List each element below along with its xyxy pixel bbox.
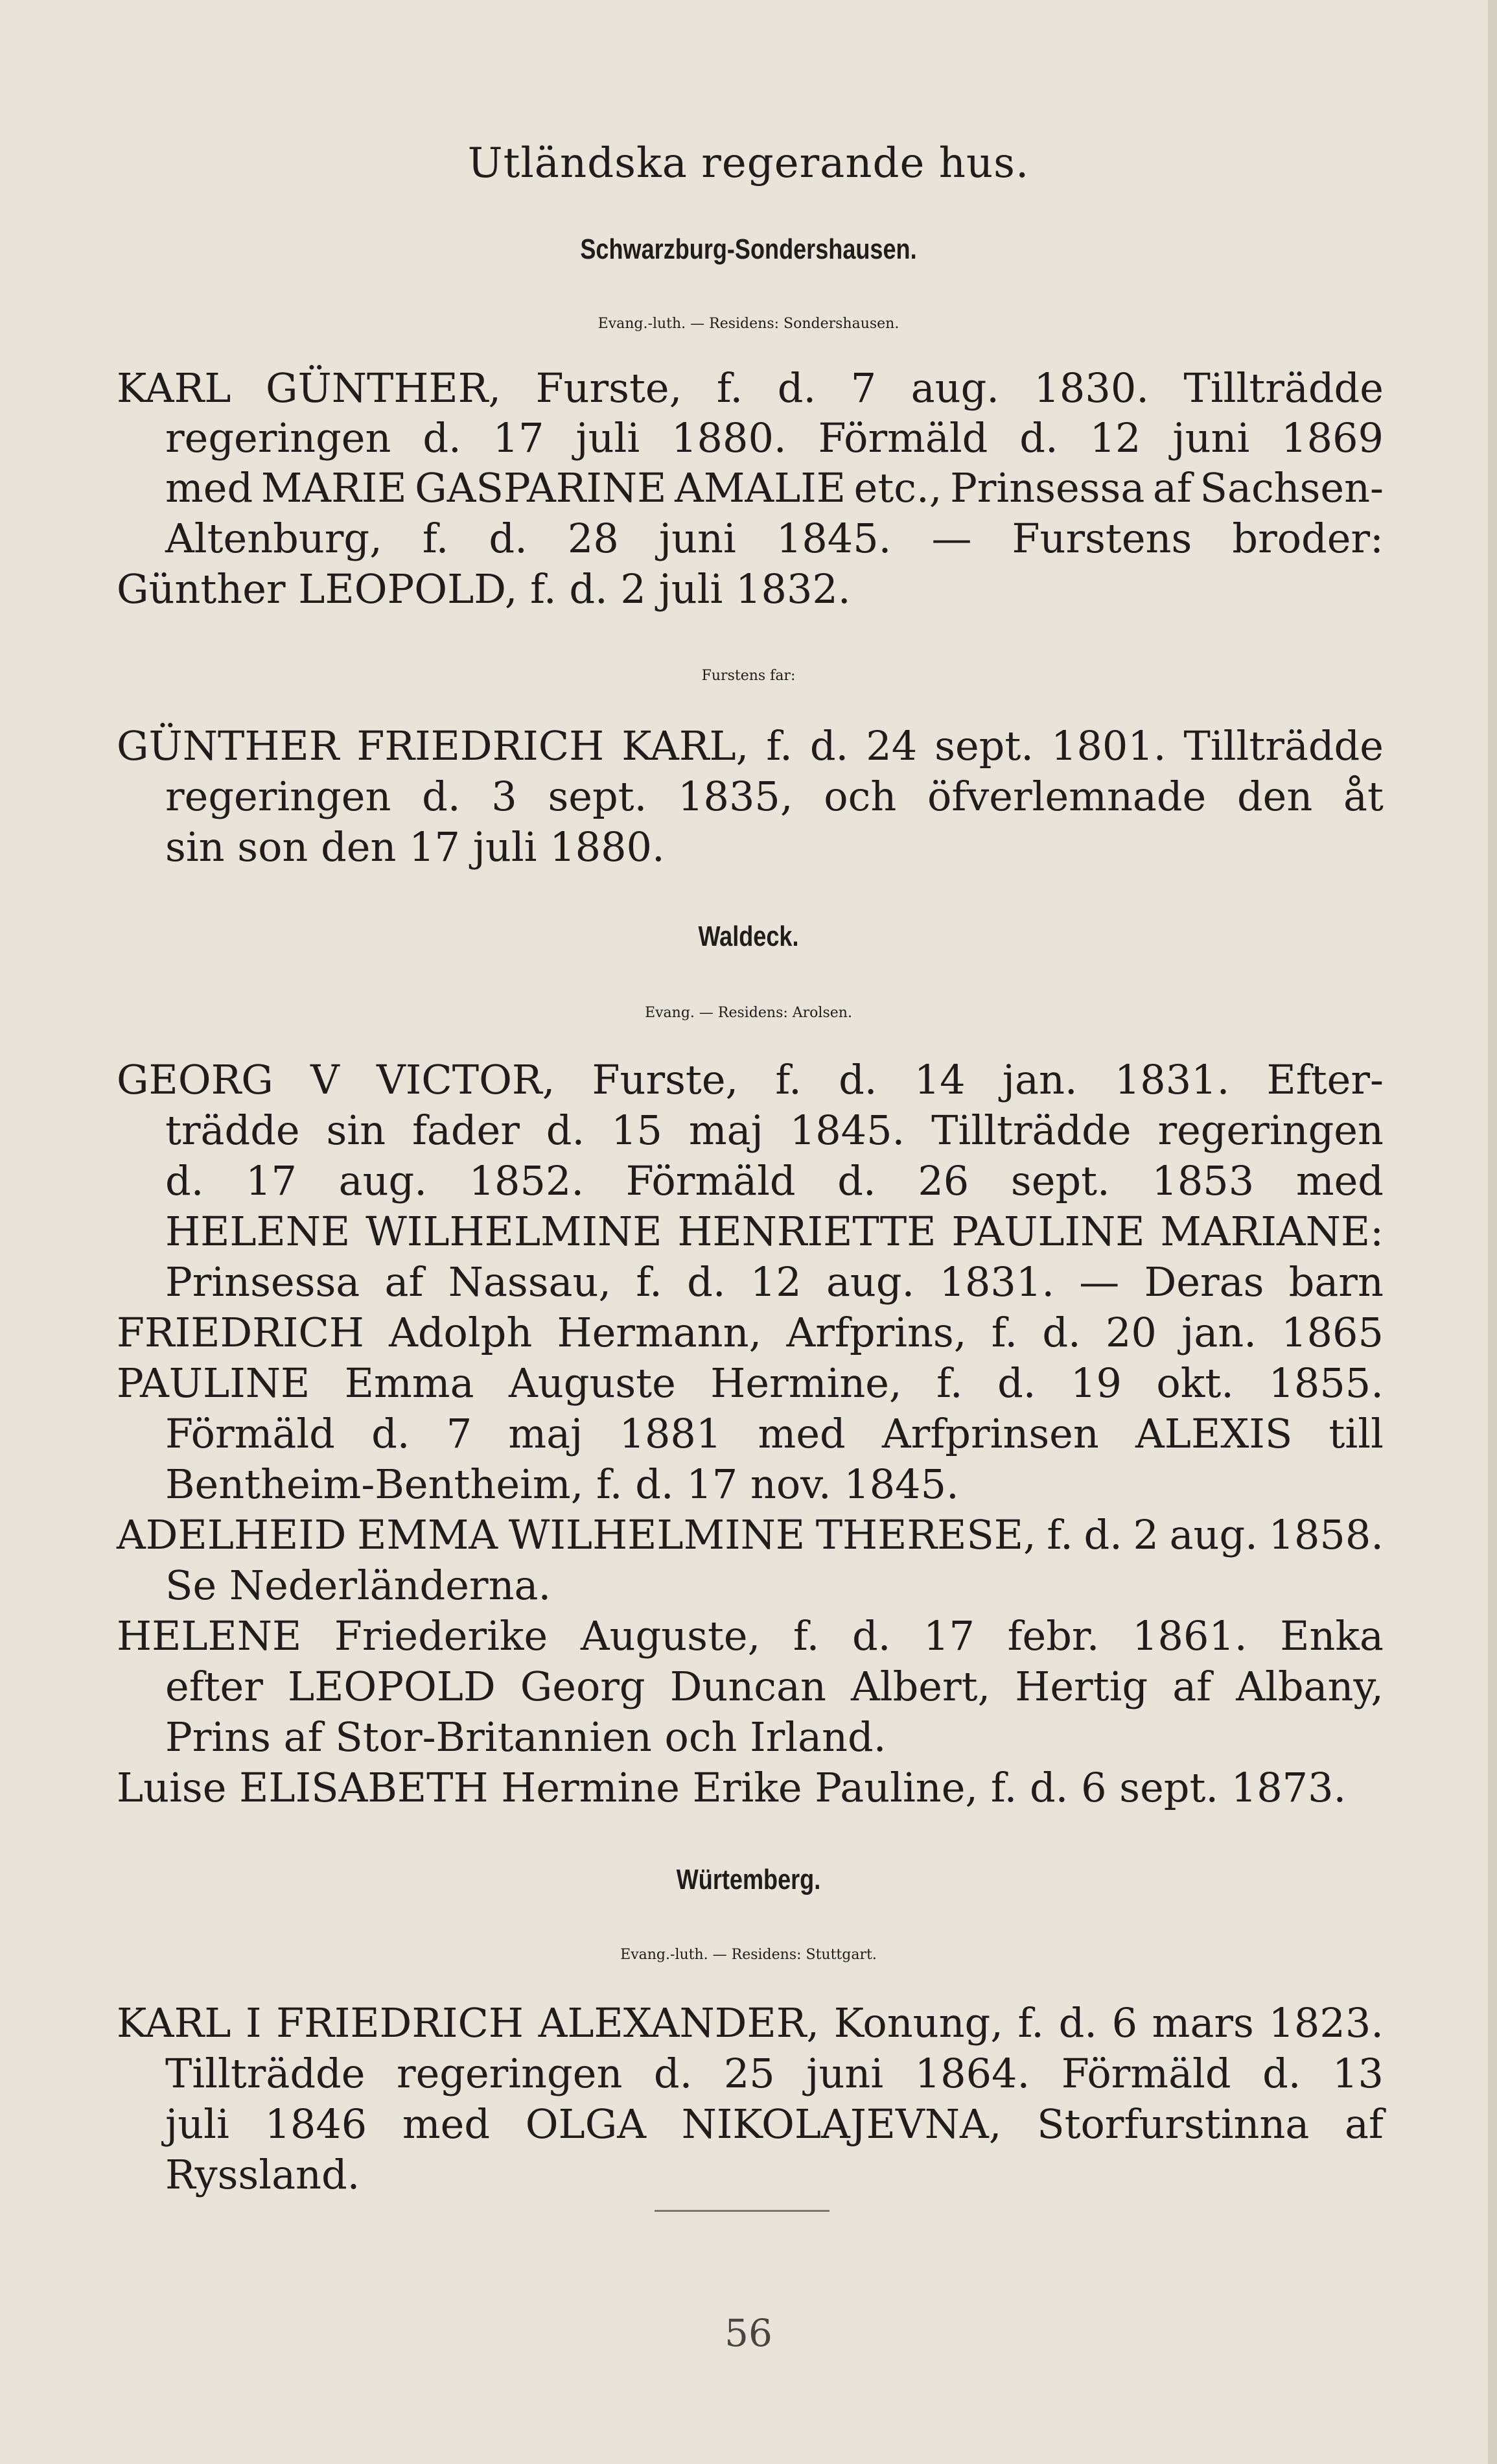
section-title-schwarzburg: Schwarzburg-Sondershausen. [580,233,917,265]
text-line: KARL GÜNTHER, Furste, f. d. 7 aug. 1830. Tillträdde [117,364,1384,412]
text-line: Tillträdde regeringen d. 25 juni 1864. Förmäld d. 13 [165,2050,1384,2097]
text-line: Se Nederländerna. [165,1562,551,1609]
text-line: ADELHEID EMMA WILHELMINE THERESE, f. d. 2 aug. 1858. [117,1511,1384,1558]
text-line: Prinsessa af Nassau, f. d. 12 aug. 1831. — Deras barn [165,1258,1384,1306]
text-line: Günther LEOPOLD, f. d. 2 juli 1832. [117,565,851,613]
text-line: med MARIE GASPARINE AMALIE etc., Prinsessa af Sachsen- [165,464,1384,511]
text-line: GÜNTHER FRIEDRICH KARL, f. d. 24 sept. 1801. Tillträdde [117,722,1384,769]
text-line: Ryssland. [165,2151,360,2198]
text-line: efter LEOPOLD Georg Duncan Albert, Hertig af Albany, [165,1663,1384,1710]
running-header: Utländska regerande hus. [467,139,1030,187]
text-line: KARL I FRIEDRICH ALEXANDER, Konung, f. d. 6 mars 1823. [117,1999,1384,2047]
text-line: GEORG V VICTOR, Furste, f. d. 14 jan. 1831. Efter- [117,1056,1384,1103]
subheading-furstens-far: Furstens far: [701,668,796,684]
text-line: Luise ELISABETH Hermine Erike Pauline, f. d. 6 sept. 1873. [117,1764,1347,1811]
page-number: 56 [725,2311,772,2355]
page-edge [1488,0,1497,2464]
text-line: Altenburg, f. d. 28 juni 1845. — Furstens broder: [165,515,1384,562]
text-line: juli 1846 med OLGA NIKOLAJEVNA, Storfurstinna af [165,2100,1384,2148]
religion-residence-schwarzburg: Evang.-luth. — Residens: Sondershausen. [598,316,899,332]
religion-residence-wurtemberg: Evang.-luth. — Residens: Stuttgart. [620,1947,877,1963]
text-line: regeringen d. 3 sept. 1835, och öfverlemnade den åt [165,773,1384,820]
text-line: HELENE Friederike Auguste, f. d. 17 febr. 1861. Enka [117,1612,1384,1660]
section-title-wurtemberg: Würtemberg. [676,1864,821,1895]
text-line: Förmäld d. 7 maj 1881 med Arfprinsen ALEXIS till [165,1410,1384,1457]
text-line: sin son den 17 juli 1880. [165,823,665,871]
section-title-waldeck: Waldeck. [698,921,799,952]
text-line: trädde sin fader d. 15 maj 1845. Tillträdde regeringen [165,1107,1384,1154]
text-line: regeringen d. 17 juli 1880. Förmäld d. 12 juni 1869 [165,414,1384,462]
closing-rule [655,2210,830,2212]
text-line: Prins af Stor-Britannien och Irland. [165,1713,887,1761]
text-line: Bentheim-Bentheim, f. d. 17 nov. 1845. [165,1461,959,1508]
text-line: FRIEDRICH Adolph Hermann, Arfprins, f. d. 20 jan. 1865 [117,1309,1384,1356]
religion-residence-waldeck: Evang. — Residens: Arolsen. [645,1005,852,1021]
text-line: HELENE WILHELMINE HENRIETTE PAULINE MARIANE: [165,1208,1384,1255]
text-line: d. 17 aug. 1852. Förmäld d. 26 sept. 1853 med [165,1157,1384,1204]
text-line: PAULINE Emma Auguste Hermine, f. d. 19 okt. 1855. [117,1359,1384,1407]
